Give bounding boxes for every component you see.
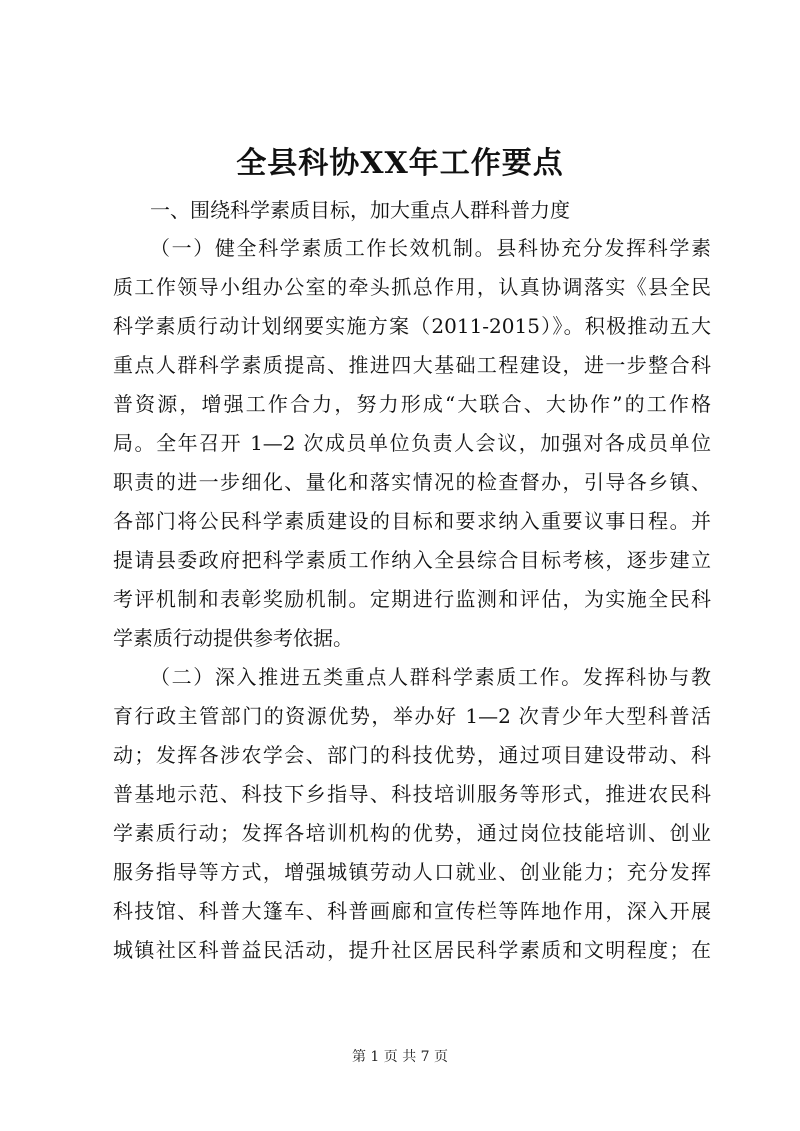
paragraph-1-line: 重点人群科学素质提高、推进四大基础工程建设，进一步整合科 (113, 353, 711, 377)
document-title: 全县科协XX年工作要点 (236, 146, 564, 181)
paragraph-1-line: 质工作领导小组办公室的牵头抓总作用，认真协调落实《县全民 (113, 275, 711, 299)
paragraph-2-line: 普基地示范、科技下乡指导、科技培训服务等形式，推进农民科 (113, 782, 711, 806)
section-heading: 一、围绕科学素质目标，加大重点人群科普力度 (150, 198, 570, 222)
paragraph-1-line: 各部门将公民科学素质建设的目标和要求纳入重要议事日程。并 (113, 509, 711, 533)
paragraph-1-line: 考评机制和表彰奖励机制。定期进行监测和评估，为实施全民科 (113, 587, 711, 611)
paragraph-2-line: 科技馆、科普大篷车、科普画廊和宣传栏等阵地作用，深入开展 (113, 899, 711, 923)
paragraph-1-line: 职责的进一步细化、量化和落实情况的检查督办，引导各乡镇、 (113, 470, 711, 494)
paragraph-2-line: 育行政主管部门的资源优势，举办好 1—2 次青少年大型科普活 (113, 704, 711, 728)
paragraph-2-line: （二）深入推进五类重点人群科学素质工作。发挥科协与教 (150, 665, 711, 689)
paragraph-2-line: 动；发挥各涉农学会、部门的科技优势，通过项目建设带动、科 (113, 743, 711, 767)
paragraph-1-line: 普资源，增强工作合力，努力形成“大联合、大协作”的工作格 (113, 392, 711, 416)
page-footer: 第 1 页 共 7 页 (351, 1049, 449, 1065)
paragraph-2-line: 城镇社区科普益民活动，提升社区居民科学素质和文明程度；在 (113, 938, 711, 962)
paragraph-1-line: 局。全年召开 1—2 次成员单位负责人会议，加强对各成员单位 (113, 431, 711, 455)
paragraph-1-line: 学素质行动提供参考依据。 (113, 626, 353, 650)
paragraph-1-line: 提请县委政府把科学素质工作纳入全县综合目标考核，逐步建立 (113, 548, 711, 572)
paragraph-2-line: 学素质行动；发挥各培训机构的优势，通过岗位技能培训、创业 (113, 821, 711, 845)
paragraph-1-line: 科学素质行动计划纲要实施方案（2011-2015）》。积极推动五大 (113, 314, 711, 338)
paragraph-1-line: （一）健全科学素质工作长效机制。县科协充分发挥科学素 (150, 236, 711, 260)
paragraph-2-line: 服务指导等方式，增强城镇劳动人口就业、创业能力；充分发挥 (113, 860, 711, 884)
